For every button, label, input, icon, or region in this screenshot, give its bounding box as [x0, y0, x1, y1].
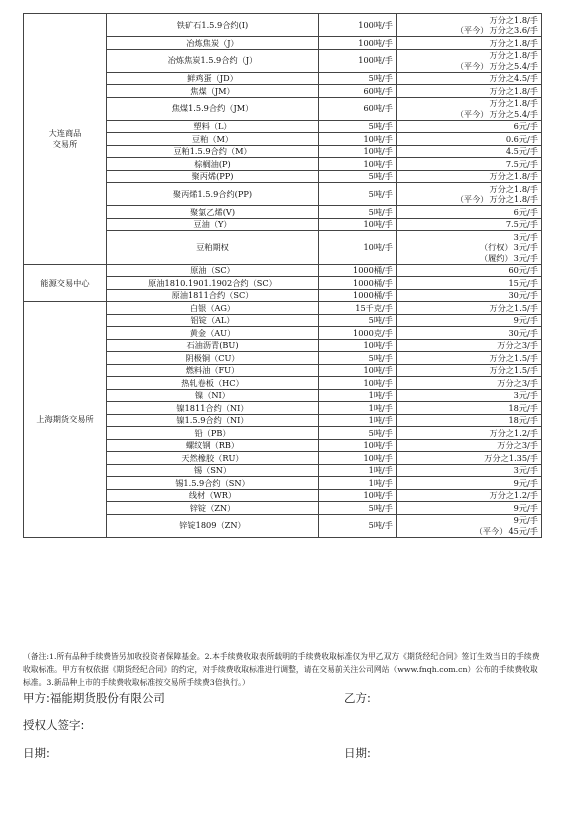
- fee-cell: [397, 170, 542, 183]
- fee-value: 6元/手: [513, 206, 538, 217]
- fee-value: 万分之3/手: [497, 377, 538, 388]
- fee-line: [400, 207, 538, 218]
- fee-value: 万分之1.8/手: [489, 14, 538, 25]
- fee-line: [400, 315, 538, 326]
- unit-cell: 10吨/手: [319, 218, 397, 231]
- fee-value: 18元/手: [508, 415, 538, 425]
- unit-cell: 100吨/手: [319, 14, 397, 37]
- fee-line: [400, 232, 538, 243]
- fee-line: [400, 265, 538, 276]
- fee-value: 3元/手: [513, 231, 538, 242]
- product-cell: 棕榈油(P): [107, 158, 319, 171]
- fee-cell: [397, 85, 542, 98]
- unit-cell: 5吨/手: [319, 502, 397, 515]
- party-b-label: 乙方:: [344, 691, 371, 705]
- unit-cell: 100吨/手: [319, 37, 397, 50]
- unit-cell: 10吨/手: [319, 377, 397, 390]
- product-cell: 聚丙烯1.5.9合约(PP): [107, 183, 319, 206]
- fee-line: [400, 278, 538, 289]
- fee-cell: [397, 72, 542, 85]
- unit-cell: 5吨/手: [319, 72, 397, 85]
- product-cell: 锌锭（ZN）: [107, 502, 319, 515]
- fee-value: 45元/手: [508, 525, 538, 536]
- unit-cell: 5吨/手: [319, 314, 397, 327]
- fee-cell: [397, 133, 542, 146]
- fee-value: 万分之1.8/手: [489, 171, 538, 181]
- unit-cell: 5吨/手: [319, 120, 397, 133]
- fee-cell: [397, 477, 542, 490]
- fee-value: 万分之3.6/手: [489, 25, 538, 35]
- fee-line: [400, 503, 538, 514]
- fee-line: [400, 415, 538, 426]
- fee-line: [400, 171, 538, 182]
- fee-line: [400, 440, 538, 451]
- exchange-name-cell: 能源交易中心: [24, 264, 107, 302]
- fee-cell: [397, 327, 542, 340]
- exchange-name-cell: 上海期货交易所: [24, 302, 107, 538]
- fee-value: 30元/手: [508, 290, 538, 300]
- fee-line: [400, 15, 538, 26]
- fee-line: [400, 159, 538, 170]
- fee-value: 7.5元/手: [505, 158, 538, 169]
- unit-cell: 1000桶/手: [319, 264, 397, 277]
- fee-line: [400, 194, 538, 205]
- remark-note: （备注:1.所有品种手续费皆另加收投资者保障基金。2.本手续费收取表所载明的手续费收取标准仅为甲乙双方《期货经纪合同》签订生效当日的手续费收取标准。甲方有权依据《期货经纪合同》的约定，对手续费收取标准进行调整，请在交易前关注公司网站（www.fnqh.com.cn）公布的手续费收取标准。3.新品种上市的手续费收取标准按交易所手续费3倍执行。）: [23, 652, 540, 687]
- fee-cell: [397, 218, 542, 231]
- fee-line: [400, 490, 538, 501]
- fee-condition-label: （行权）: [479, 242, 513, 252]
- product-cell: 线材（WR）: [107, 489, 319, 502]
- fee-value: 万分之5.4/手: [489, 108, 538, 119]
- fee-cell: [397, 231, 542, 265]
- fee-line: [400, 303, 538, 314]
- fee-condition-label: （平今）: [455, 60, 489, 71]
- unit-cell: 5吨/手: [319, 206, 397, 219]
- product-cell: 塑料（L）: [107, 120, 319, 133]
- fee-condition-label: （平今）: [455, 194, 489, 204]
- unit-cell: 10吨/手: [319, 439, 397, 452]
- fee-cell: [397, 158, 542, 171]
- fee-value: 60元/手: [508, 265, 538, 275]
- fee-cell: [397, 264, 542, 277]
- product-cell: 锡（SN）: [107, 464, 319, 477]
- unit-cell: 1吨/手: [319, 477, 397, 490]
- fee-cell: [397, 452, 542, 465]
- fee-cell: [397, 289, 542, 302]
- fee-cell: [397, 514, 542, 537]
- fee-line: [400, 184, 538, 195]
- unit-cell: 5吨/手: [319, 514, 397, 537]
- fee-line: [400, 73, 538, 84]
- unit-cell: 1000桶/手: [319, 277, 397, 290]
- unit-cell: 10吨/手: [319, 133, 397, 146]
- fee-condition-label: （履约）: [479, 252, 513, 263]
- fee-cell: [397, 352, 542, 365]
- fee-line: [400, 465, 538, 476]
- fee-line: [400, 390, 538, 401]
- fee-cell: [397, 49, 542, 72]
- product-cell: 原油1811合约（SC）: [107, 289, 319, 302]
- product-cell: 焦煤1.5.9合约（JM）: [107, 97, 319, 120]
- fee-condition-label: （平今）: [474, 525, 508, 536]
- fee-value: 3元/手: [513, 465, 538, 475]
- table-row: [24, 14, 542, 37]
- fee-value: 18元/手: [508, 402, 538, 413]
- product-cell: 豆油（Y）: [107, 218, 319, 231]
- unit-cell: 1吨/手: [319, 414, 397, 427]
- product-cell: 原油（SC）: [107, 264, 319, 277]
- fee-line: [400, 121, 538, 132]
- unit-cell: 1000桶/手: [319, 289, 397, 302]
- fee-value: 15元/手: [508, 277, 538, 288]
- unit-cell: 5吨/手: [319, 170, 397, 183]
- product-cell: 镍1.5.9合约（NI）: [107, 414, 319, 427]
- fee-value: 万分之1.8/手: [489, 194, 538, 204]
- unit-cell: 10吨/手: [319, 145, 397, 158]
- fee-cell: [397, 489, 542, 502]
- fee-line: [400, 25, 538, 36]
- fee-cell: [397, 120, 542, 133]
- product-cell: 原油1810.1901.1902合约（SC）: [107, 277, 319, 290]
- fee-line: [400, 453, 538, 464]
- fee-line: [400, 109, 538, 120]
- fee-line: [400, 365, 538, 376]
- fee-cell: [397, 97, 542, 120]
- fee-line: [400, 428, 538, 439]
- product-cell: 燃料油（FU）: [107, 364, 319, 377]
- fee-value: 万分之1.2/手: [489, 427, 538, 438]
- unit-cell: 10吨/手: [319, 158, 397, 171]
- product-cell: 冶炼焦炭1.5.9合约（J）: [107, 49, 319, 72]
- fee-value: 万分之1.2/手: [489, 490, 538, 500]
- fee-value: 3元/手: [513, 252, 538, 263]
- unit-cell: 1吨/手: [319, 402, 397, 415]
- fee-cell: [397, 502, 542, 515]
- fee-line: [400, 50, 538, 61]
- fee-value: 万分之1.5/手: [489, 302, 538, 313]
- table-row: [24, 264, 542, 277]
- fee-cell: [397, 364, 542, 377]
- unit-cell: 1吨/手: [319, 389, 397, 402]
- fee-value: 万分之1.8/手: [489, 98, 538, 108]
- fee-cell: [397, 427, 542, 440]
- fee-line: [400, 38, 538, 49]
- fee-cell: [397, 37, 542, 50]
- unit-cell: 10吨/手: [319, 364, 397, 377]
- fee-value: 万分之1.8/手: [489, 50, 538, 60]
- product-cell: 天然橡胶（RU）: [107, 452, 319, 465]
- fee-value: 6元/手: [513, 121, 538, 131]
- fee-value: 万分之1.5/手: [489, 365, 538, 375]
- fee-line: [400, 61, 538, 72]
- fee-cell: [397, 314, 542, 327]
- unit-cell: 5吨/手: [319, 352, 397, 365]
- fee-cell: [397, 206, 542, 219]
- product-cell: 豆粕1.5.9合约（M）: [107, 145, 319, 158]
- unit-cell: 1吨/手: [319, 464, 397, 477]
- unit-cell: 100吨/手: [319, 49, 397, 72]
- product-cell: 黄金（AU）: [107, 327, 319, 340]
- authorized-signature-label: 授权人签字:: [23, 718, 85, 732]
- unit-cell: 10吨/手: [319, 489, 397, 502]
- fee-value: 万分之1.8/手: [489, 183, 538, 194]
- product-cell: 冶炼焦炭（J）: [107, 37, 319, 50]
- unit-cell: 60吨/手: [319, 97, 397, 120]
- fee-line: [400, 86, 538, 97]
- fee-cell: [397, 414, 542, 427]
- product-cell: 铅（PB）: [107, 427, 319, 440]
- unit-cell: 15千克/手: [319, 302, 397, 315]
- fee-cell: [397, 339, 542, 352]
- fee-value: 9元/手: [513, 315, 538, 325]
- product-cell: 镍（NI）: [107, 389, 319, 402]
- fee-value: 万分之1.8/手: [489, 85, 538, 96]
- fee-table: [23, 13, 542, 538]
- unit-cell: 1000克/手: [319, 327, 397, 340]
- product-cell: 铝锭（AL）: [107, 314, 319, 327]
- fee-line: [400, 328, 538, 339]
- fee-value: 万分之4.5/手: [489, 73, 538, 83]
- product-cell: 铁矿石1.5.9合约(I): [107, 14, 319, 37]
- fee-value: 9元/手: [513, 502, 538, 513]
- product-cell: 锌锭1809（ZN）: [107, 514, 319, 537]
- fee-line: [400, 478, 538, 489]
- unit-cell: 60吨/手: [319, 85, 397, 98]
- fee-cell: [397, 377, 542, 390]
- product-cell: 镍1811合约（NI）: [107, 402, 319, 415]
- fee-value: 3元/手: [513, 390, 538, 400]
- fee-line: [400, 146, 538, 157]
- fee-value: 万分之1.35/手: [484, 452, 538, 463]
- date-a-label: 日期:: [23, 746, 50, 760]
- fee-value: 9元/手: [513, 515, 538, 525]
- product-cell: 螺纹钢（RB）: [107, 439, 319, 452]
- fee-value: 0.6元/手: [505, 133, 538, 144]
- fee-cell: [397, 145, 542, 158]
- fee-cell: [397, 14, 542, 37]
- product-cell: 石油沥青(BU): [107, 339, 319, 352]
- fee-value: 万分之5.4/手: [489, 60, 538, 71]
- date-b-label: 日期:: [344, 746, 371, 760]
- fee-cell: [397, 464, 542, 477]
- table-row: [24, 302, 542, 315]
- fee-value: 万分之1.5/手: [489, 352, 538, 363]
- fee-value: 万分之3/手: [497, 440, 538, 450]
- product-cell: 聚丙烯(PP): [107, 170, 319, 183]
- fee-value: 3元/手: [513, 242, 538, 252]
- unit-cell: 10吨/手: [319, 339, 397, 352]
- fee-value: 4.5元/手: [505, 146, 538, 156]
- fee-line: [400, 219, 538, 230]
- fee-line: [400, 378, 538, 389]
- unit-cell: 10吨/手: [319, 452, 397, 465]
- fee-line: [400, 253, 538, 264]
- party-a-label: 甲方:福能期货股份有限公司: [23, 691, 165, 705]
- unit-cell: 5吨/手: [319, 183, 397, 206]
- product-cell: 鲜鸡蛋（JD）: [107, 72, 319, 85]
- product-cell: 焦煤（JM）: [107, 85, 319, 98]
- exchange-name-cell: 大连商品 交易所: [24, 14, 107, 265]
- product-cell: 阴极铜（CU）: [107, 352, 319, 365]
- product-cell: 热轧卷板（HC）: [107, 377, 319, 390]
- fee-condition-label: （平今）: [455, 108, 489, 119]
- fee-value: 9元/手: [513, 477, 538, 488]
- unit-cell: 5吨/手: [319, 427, 397, 440]
- product-cell: 豆粕（M）: [107, 133, 319, 146]
- fee-line: [400, 134, 538, 145]
- product-cell: 锡1.5.9合约（SN）: [107, 477, 319, 490]
- fee-cell: [397, 439, 542, 452]
- fee-value: 万分之3/手: [497, 340, 538, 350]
- fee-line: [400, 290, 538, 301]
- fee-table-body: [24, 14, 542, 538]
- product-cell: 聚氯乙烯(V): [107, 206, 319, 219]
- fee-condition-label: （平今）: [455, 25, 489, 35]
- fee-cell: [397, 277, 542, 290]
- fee-cell: [397, 389, 542, 402]
- product-cell: 豆粕期权: [107, 231, 319, 265]
- fee-line: [400, 340, 538, 351]
- unit-cell: 10吨/手: [319, 231, 397, 265]
- fee-line: [400, 526, 538, 537]
- fee-line: [400, 353, 538, 364]
- fee-cell: [397, 402, 542, 415]
- fee-value: 30元/手: [508, 327, 538, 338]
- fee-line: [400, 242, 538, 253]
- product-cell: 白银（AG）: [107, 302, 319, 315]
- fee-line: [400, 403, 538, 414]
- fee-cell: [397, 302, 542, 315]
- fee-line: [400, 515, 538, 526]
- fee-value: 7.5元/手: [505, 219, 538, 229]
- fee-value: 万分之1.8/手: [489, 37, 538, 48]
- fee-line: [400, 98, 538, 109]
- fee-cell: [397, 183, 542, 206]
